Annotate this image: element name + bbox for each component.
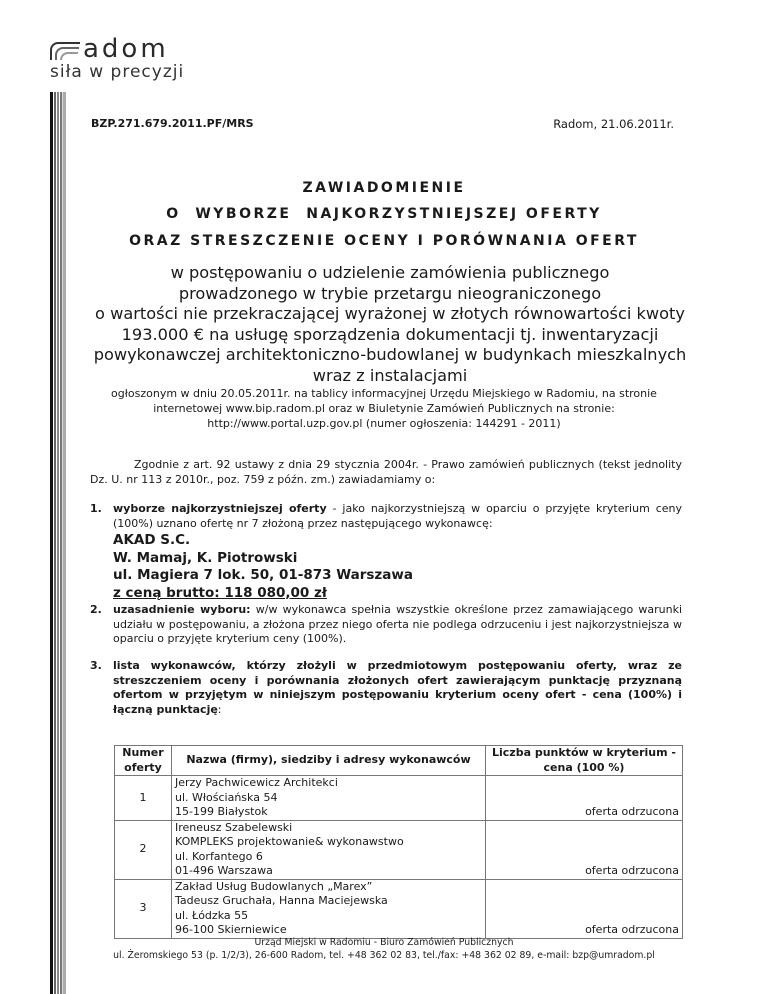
list-item-justification xyxy=(90,603,682,647)
logo-wordmark: adom xyxy=(50,36,184,60)
header-number: Numer oferty xyxy=(115,746,172,776)
bidder-line: 96-100 Skierniewice xyxy=(175,923,287,936)
announcement-note xyxy=(80,386,688,431)
bidder-line: KOMPLEKS projektowanie& wykonawstwo xyxy=(175,835,404,848)
table-row xyxy=(115,820,683,879)
bidder-line: 01-496 Warszawa xyxy=(175,864,273,877)
document-date: Radom, 21.06.2011r. xyxy=(553,117,674,131)
subject-line: w postępowaniu o udzielenie zamówienia publicznego xyxy=(170,263,610,282)
item-text: w/w wykonawca spełnia wszystkie określone przez zamawiającego warunki udziału w postępowaniu, a złożona przez niego oferta nie podlega odrzuceniu i jest najkorzystniejsza w oparciu o przyjęte kryterium ceny (100%). xyxy=(113,603,683,645)
subject-line: 193.000 € na usługę sporządzenia dokumentacji tj. inwentaryzacji xyxy=(121,324,659,344)
document-reference: BZP.271.679.2011.PF/MRS xyxy=(91,117,254,130)
logo-r-mark-icon xyxy=(50,42,80,60)
bidder-details xyxy=(172,879,486,938)
header-name: Nazwa (firmy), siedziby i adresy wykonawców xyxy=(172,746,486,776)
bidder-line: ul. Korfantego 6 xyxy=(175,849,263,863)
title-line-2: O WYBORZE NAJKORZYSTNIEJSZEJ OFERTY xyxy=(166,206,602,222)
subject-paragraph xyxy=(60,263,720,386)
announcement-line: ogłoszonym w dniu 20.05.2011r. na tablicy informacyjnej Urzędu Miejskiego w Radomiu, na stronie xyxy=(111,387,657,400)
winner-name: AKAD S.C. xyxy=(113,532,191,548)
header-score: Liczba punktów w kryterium - cena (100 %) xyxy=(486,746,683,776)
offer-number: 2 xyxy=(115,820,172,879)
offer-score: oferta odrzucona xyxy=(486,776,683,821)
subject-line: powykonawczej architektoniczno-budowlanej w budynkach mieszkalnych xyxy=(93,345,687,364)
announcement-line: internetowej www.bip.radom.pl oraz w Biuletynie Zamówień Publicznych na stronie: xyxy=(153,402,615,415)
subject-line: prowadzonego w trybie przetargu nieograniczonego xyxy=(178,283,602,303)
bidder-line: ul. Łódzka 55 xyxy=(175,908,249,922)
decorative-side-bars xyxy=(50,92,66,994)
footer-office: Urząd Miejski w Radomiu - Biuro Zamówień Publicznych xyxy=(254,937,514,948)
winner-owners: W. Mamaj, K. Piotrowski xyxy=(113,549,298,566)
subject-line: o wartości nie przekraczającej wyrażonej w złotych równowartości kwoty xyxy=(95,304,685,323)
item-number: 3. xyxy=(90,659,102,672)
logo-tagline: siła w precyzji xyxy=(50,62,185,82)
item-text: - jako najkorzystniejszą w oparciu o przyjęte kryterium ceny (100%) uznano ofertę nr 7 złożoną przez następującego wykonawcę: xyxy=(113,502,682,530)
bidder-details xyxy=(172,776,486,821)
bidder-line: Zakład Usług Budowlanych „Marex” xyxy=(175,879,373,893)
offers-table xyxy=(114,745,683,939)
offer-number: 1 xyxy=(115,776,172,821)
subject-line: wraz z instalacjami xyxy=(312,365,468,385)
page-footer xyxy=(0,937,768,962)
item-number: 1. xyxy=(90,502,102,515)
winner-address: ul. Magiera 7 lok. 50, 01-873 Warszawa xyxy=(113,567,413,583)
title-line-3: ORAZ STRESZCZENIE OCENY I PORÓWNANIA OFERT xyxy=(129,233,639,249)
list-item-bidders xyxy=(90,659,682,717)
bidder-line: ul. Włościańska 54 xyxy=(175,790,278,804)
offer-score: oferta odrzucona xyxy=(486,879,683,938)
item-heading: lista wykonawców, którzy złożyli w przedmiotowym postępowaniu oferty, wraz ze streszczeniem oceny i porównania złożonych ofert zawierającym punktację przyznaną ofertom w przyjętym w niniejszym postępowaniu kryterium oceny ofert - cena (100%) i łączną punktację xyxy=(113,659,682,716)
item-text: : xyxy=(217,702,222,716)
bidder-line: Tadeusz Gruchała, Hanna Maciejewska xyxy=(175,894,388,907)
title-line-1: ZAWIADOMIENIE xyxy=(302,180,466,196)
winner-details xyxy=(113,532,682,602)
winner-price: z ceną brutto: 118 080,00 zł xyxy=(113,584,327,601)
offer-number: 3 xyxy=(115,879,172,938)
footer-contact: ul. Żeromskiego 53 (p. 1/2/3), 26-600 Radom, tel. +48 362 02 83, tel./fax: +48 362 02 89, e-mail: bzp@umradom.pl xyxy=(113,949,655,961)
announcement-line: http://www.portal.uzp.gov.pl (numer ogłoszenia: 144291 - 2011) xyxy=(207,417,561,430)
bidder-line: 15-199 Białystok xyxy=(175,805,268,818)
intro-paragraph: Zgodnie z art. 92 ustawy z dnia 29 stycznia 2004r. - Prawo zamówień publicznych (tekst jednolity Dz. U. nr 113 z 2010r., poz. 759 z późn. zm.) zawiadamiamy o: xyxy=(90,458,682,486)
offer-score: oferta odrzucona xyxy=(486,820,683,879)
bidder-details xyxy=(172,820,486,879)
table-header-row xyxy=(115,746,683,776)
list-item-winner xyxy=(90,502,682,602)
bidder-line: Ireneusz Szabelewski xyxy=(175,820,293,834)
radom-logo xyxy=(50,36,184,82)
item-heading: uzasadnienie wyboru: xyxy=(113,603,251,616)
item-heading: wyborze najkorzystniejszej oferty xyxy=(113,502,327,515)
table-row xyxy=(115,776,683,821)
table-row xyxy=(115,879,683,938)
bidder-line: Jerzy Pachwicewicz Architekci xyxy=(175,776,338,789)
item-number: 2. xyxy=(90,603,102,616)
